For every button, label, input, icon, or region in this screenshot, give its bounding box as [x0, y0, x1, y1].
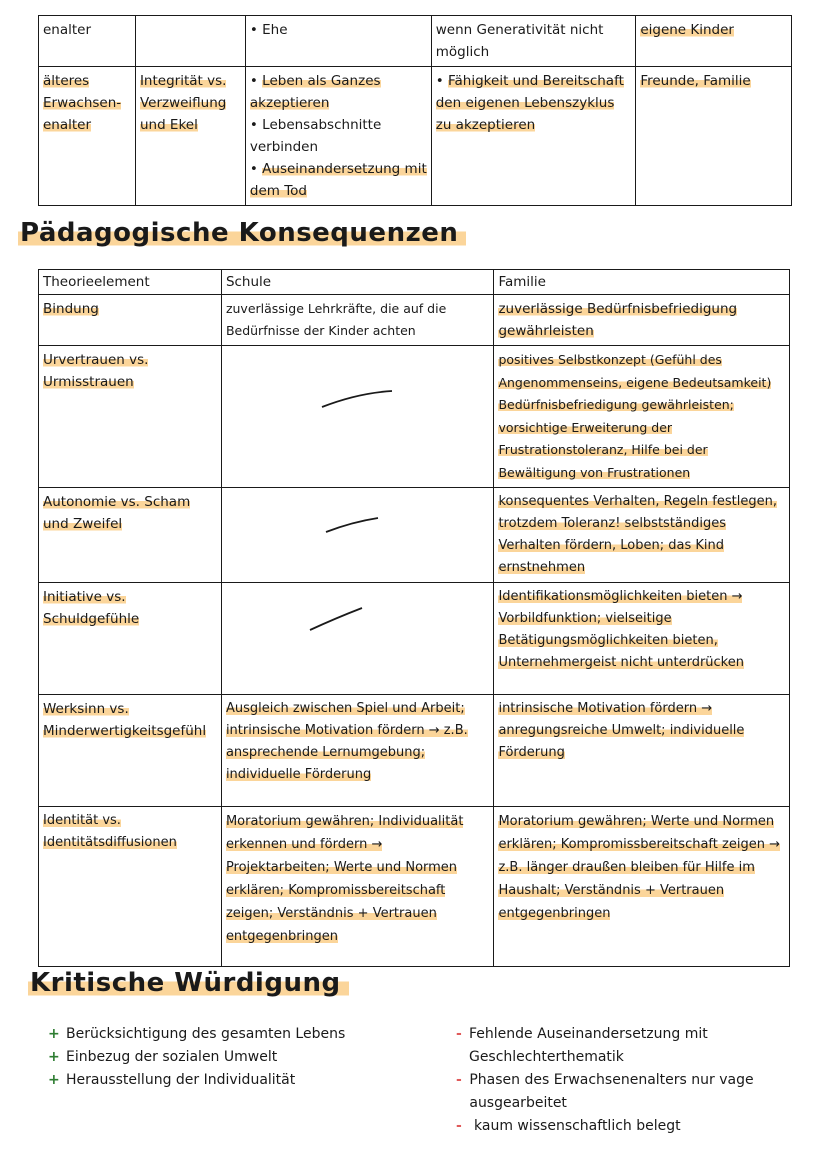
- header-row: [39, 270, 790, 295]
- school-cell: zuverlässige Lehrkräfte, die auf die Bedürfnisse der Kinder achten: [221, 295, 494, 346]
- failure-cell: • Fähigkeit und Bereitschaft den eigenen Lebenszyklus zu akzeptieren: [431, 67, 636, 206]
- table-row: [39, 346, 790, 488]
- list-item: - Phasen des Erwachsenenalters nur vage ausgearbeitet: [456, 1069, 756, 1115]
- school-cell: Moratorium gewähren; Individualität erkennen und fördern → Projektarbeiten; Werte und Normen erklären; Kompromissbereitschaft zeigen; Verständnis + Vertrauen entgegenbringen: [221, 807, 494, 967]
- conflict-cell: Integrität vs. Verzweiflung und Ekel: [135, 67, 245, 206]
- list-item: - Fehlende Auseinandersetzung mit Geschlechterthematik: [456, 1023, 756, 1069]
- empty-mark-icon: [318, 385, 398, 415]
- family-cell: Identifikationsmöglichkeiten bieten → Vorbildfunktion; vielseitige Betätigungsmöglichkeiten bieten, Unternehmergeist nicht unterdrücken: [494, 583, 790, 695]
- people-cell: Freunde, Familie: [636, 67, 792, 206]
- theory-cell: Werksinn vs. Minderwertigkeitsgefühl: [39, 695, 222, 807]
- table-row: [39, 807, 790, 967]
- tasks-cell: • Leben als Ganzes akzeptieren • Lebensabschnitte verbinden • Auseinandersetzung mit dem Tod: [245, 67, 431, 206]
- theory-cell: Initiative vs. Schuldgefühle: [39, 583, 222, 695]
- school-cell: [221, 346, 494, 488]
- empty-mark-icon: [322, 514, 382, 538]
- consequences-table: [38, 269, 790, 967]
- family-cell: zuverlässige Bedürfnisbefriedigung gewährleisten: [494, 295, 790, 346]
- header-school: Schule: [221, 270, 494, 295]
- plus-icon: +: [48, 1072, 60, 1088]
- family-cell: intrinsische Motivation fördern → anregungsreiche Umwelt; individuelle Förderung: [494, 695, 790, 807]
- top-table: [38, 15, 792, 206]
- plus-icon: +: [48, 1026, 60, 1042]
- table-row: [39, 16, 792, 67]
- minus-icon: -: [456, 1072, 462, 1088]
- table-row: [39, 583, 790, 695]
- plus-icon: +: [48, 1049, 60, 1065]
- minus-icon: -: [456, 1026, 462, 1042]
- minus-icon: -: [456, 1118, 462, 1134]
- list-item: + Einbezug der sozialen Umwelt: [48, 1046, 418, 1069]
- conflict-cell: [135, 16, 245, 67]
- list-item: + Herausstellung der Individualität: [48, 1069, 418, 1092]
- school-cell: [221, 583, 494, 695]
- table-row: [39, 695, 790, 807]
- header-theory: Theorieelement: [39, 270, 222, 295]
- family-cell: positives Selbstkonzept (Gefühl des Angenommenseins, eigene Bedeutsamkeit) Bedürfnisbefriedigung gewährleisten; vorsichtige Erweiterung der Frustrationstoleranz, Hilfe bei der Bewältigung von Frustrationen: [494, 346, 790, 488]
- school-cell: Ausgleich zwischen Spiel und Arbeit; intrinsische Motivation fördern → z.B. ansprechende Lernumgebung; individuelle Förderung: [221, 695, 494, 807]
- section-title-consequences: Pädagogische Konsequenzen: [18, 218, 466, 248]
- pros-list: [48, 1023, 418, 1092]
- table-row: [39, 67, 792, 206]
- list-item: + Berücksichtigung des gesamten Lebens: [48, 1023, 418, 1046]
- theory-cell: Bindung: [39, 295, 222, 346]
- table-row: [39, 488, 790, 583]
- theory-cell: Urvertrauen vs. Urmisstrauen: [39, 346, 222, 488]
- stage-cell: älteres Erwachsen-enalter: [39, 67, 136, 206]
- theory-cell: Identität vs. Identitätsdiffusionen: [39, 807, 222, 967]
- list-item: - kaum wissenschaftlich belegt: [456, 1115, 756, 1138]
- tasks-cell: • Ehe: [245, 16, 431, 67]
- family-cell: konsequentes Verhalten, Regeln festlegen, trotzdem Toleranz! selbstständiges Verhalten fördern, Loben; das Kind ernstnehmen: [494, 488, 790, 583]
- theory-cell: Autonomie vs. Scham und Zweifel: [39, 488, 222, 583]
- cons-list: [456, 1023, 756, 1138]
- stage-cell: enalter: [39, 16, 136, 67]
- header-family: Familie: [494, 270, 790, 295]
- failure-cell: wenn Generativität nicht möglich: [431, 16, 636, 67]
- people-cell: eigene Kinder: [636, 16, 792, 67]
- table-row: [39, 295, 790, 346]
- section-title-critique: Kritische Würdigung: [28, 968, 349, 998]
- family-cell: Moratorium gewähren; Werte und Normen erklären; Kompromissbereitschaft zeigen → z.B. länger draußen bleiben für Hilfe im Haushalt; Verständnis + Vertrauen entgegenbringen: [494, 807, 790, 967]
- empty-mark-icon: [306, 604, 366, 634]
